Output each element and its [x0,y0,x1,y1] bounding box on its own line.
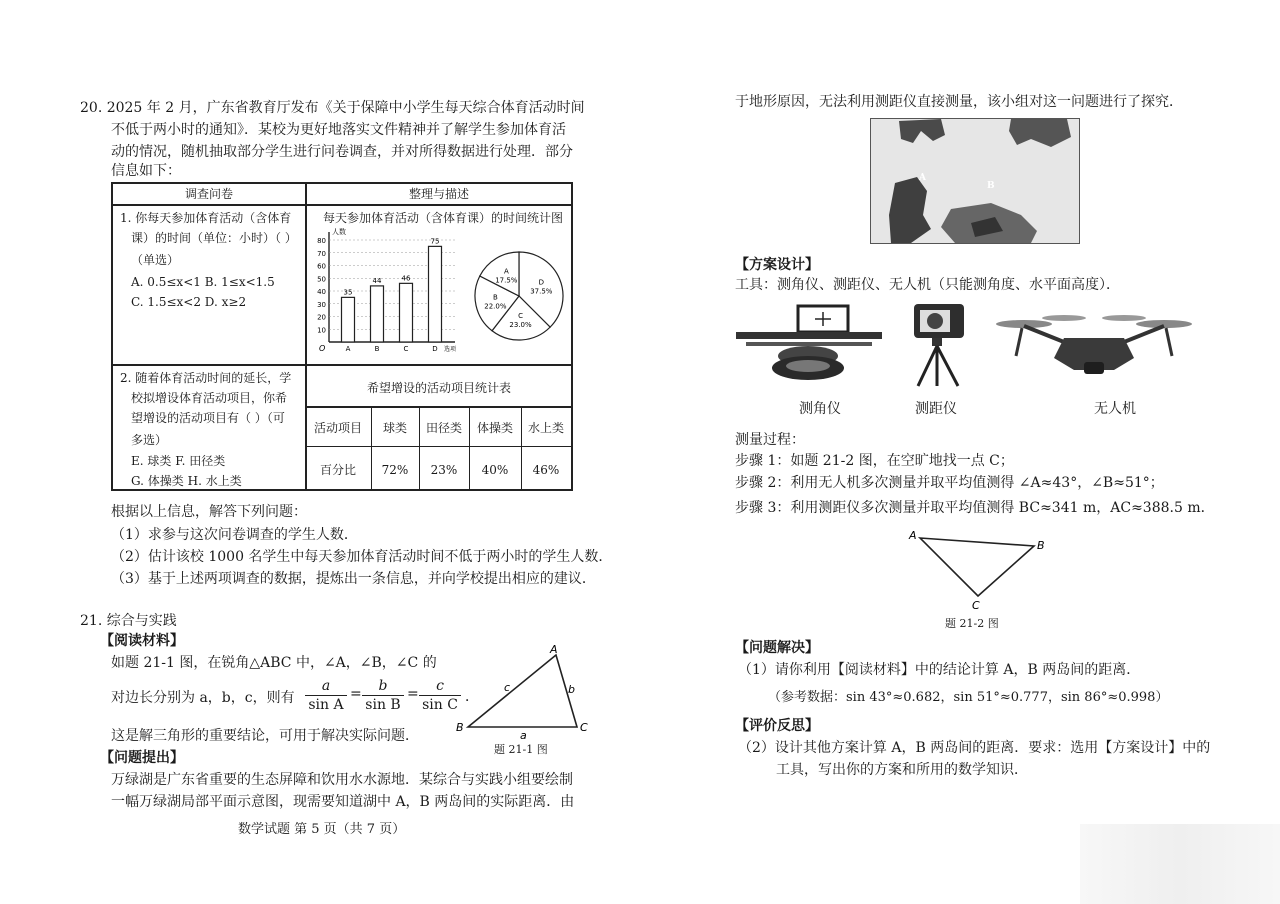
x-tick-label: A [345,345,351,353]
q21-reading-heading: 【阅读材料】 [100,633,184,649]
q2-line-6: G. 体操类 H. 水上类 [131,474,242,488]
q1-line-2: 课）的时间（单位：小时）（ ） [131,231,297,245]
tripod-leg [937,346,958,386]
fraction-a [305,678,347,714]
q21-problem-line-2: 一幅万绿湖局部平面示意图，现需要知道湖中 A，B 两岛间的实际距离．由 [111,794,575,810]
figure-21-2-caption: 题 21-2 图 [945,617,999,630]
table-mid-rule [113,364,571,366]
instrument-arm [736,332,882,339]
page-footer: 数学试题 第 5 页（共 7 页） [238,822,406,837]
instrument-arm-detail [746,342,872,346]
vertex-a-label: A [550,645,558,656]
tripod-leg [918,346,937,386]
tool-label-rangefinder: 测距仪 [915,401,957,417]
table2-header-cell: 体操类 [476,421,513,435]
numerator: a [305,678,347,696]
step-1: 步骤 1：如题 21-2 图，在空旷地找一点 C； [735,453,1014,469]
bar [371,286,384,342]
drone-camera [1084,362,1104,374]
table2-rule-top [305,406,571,408]
reflection-heading: 【评价反思】 [735,718,819,734]
photo-mark-a: A [919,173,926,183]
y-tick-label: 40 [317,288,326,296]
drone-icon [994,312,1194,382]
side-b-label: b [568,683,575,696]
step-3: 步骤 3：利用测距仪多次测量并取平均值测得 BC≈341 m，AC≈388.5 m． [735,500,1215,516]
table-header-description: 整理与描述 [408,187,469,201]
y-tick-label: 50 [317,275,326,284]
numerator: b [362,678,404,696]
y-tick-label: 70 [317,249,326,258]
y-tick-label: 10 [317,326,326,335]
vertex-c-label: C [580,721,588,734]
rangefinder-instrument-icon [908,302,968,388]
solve-part-1: （1）请你利用【阅读材料】中的结论计算 A，B 两岛间的距离． [738,662,1141,678]
drone-leg [1016,328,1022,356]
vertex-a-label: A [909,529,917,542]
vertex-b-label: B [456,721,464,734]
table-header-survey: 调查问卷 [184,187,233,201]
table2-value-cell: 23% [430,463,458,477]
q1-line-5: C. 1.5≤x<2 D. x≥2 [131,295,247,309]
bar [429,246,442,342]
q20-line-4: 信息如下： [111,163,181,179]
q2-line-4: 多选） [131,433,168,447]
pie-percent-label: 37.5% [530,287,553,296]
table2-header-cell: 球类 [382,421,407,435]
x-tick-label: B [374,345,380,353]
right-top-line: 于地形原因，无法利用测距仪直接测量，该小组对这一问题进行了探究． [735,94,1183,110]
table2-title: 希望增设的活动项目统计表 [366,381,511,395]
y-tick-label: 80 [317,237,326,245]
q20-part-1: （1）求参与这次问卷调查的学生人数． [111,527,358,543]
figure-21-1-caption: 题 21-1 图 [494,743,548,756]
y-tick-label: 30 [317,300,326,309]
lake-island-shapes [871,119,1079,243]
design-heading: 【方案设计】 [735,257,819,273]
table2-header-cell: 水上类 [527,421,564,435]
q1-line-1: 1. 你每天参加体育活动（含体育 [120,211,292,225]
denominator: sin B [365,697,401,713]
equals-sign: = [350,686,362,702]
figure-21-1-triangle [450,645,600,753]
pie-percent-label: 23.0% [509,321,532,330]
table2-header-cell: 田径类 [425,421,462,435]
pie-slice-label: A [503,267,509,276]
x-tick-label: C [403,345,409,353]
photo-mark-b: B [987,181,995,191]
bar [400,283,413,342]
table2-value-cell: 72% [381,463,409,477]
q2-line-3: 望增设的活动项目有（ ）（可 [131,411,285,425]
q1-line-4: A. 0.5≤x<1 B. 1≤x<1.5 [131,275,275,289]
table2-value-cell: 百分比 [319,463,356,477]
rangefinder-mount [932,338,942,346]
q21-title: 21. 综合与实践 [80,613,177,629]
q20-line-2: 不低于两小时的通知》．某校为更好地落实文件精神并了解学生参加体育活 [111,122,566,138]
protractor-instrument-icon [736,304,886,384]
side-c-label: c [504,681,511,694]
pie-percent-label: 17.5% [495,276,518,285]
q20-part-3: （3）基于上述两项调查的数据，提炼出一条信息，并向学校提出相应的建议． [111,571,596,587]
pie-slice-label: D [538,278,545,287]
x-tick-label: D [432,345,438,353]
triangle-abc [468,655,577,727]
solve-part-2-line-1: （2）设计其他方案计算 A，B 两岛间的距离．要求：选用【方案设计】中的 [738,740,1211,756]
q2-line-5: E. 球类 F. 田径类 [131,454,226,468]
q21-problem-line-1: 万绿湖是广东省重要的生态屏障和饮用水水源地．某综合与实践小组要绘制 [111,772,573,788]
bar-chart-title: 每天参加体育活动（含体育课）的时间统计图 [323,211,564,225]
bar-value-label: 35 [343,288,353,297]
y-tick-label: 60 [317,262,326,271]
survey-table [111,182,573,491]
period: ． [465,689,479,705]
q20-part-2: （2）估计该校 1000 名学生中每天参加体育活动时间不低于两小时的学生人数． [111,549,613,565]
triangle-abc [920,538,1034,596]
table2-header-cell: 活动项目 [313,421,362,435]
lake-photo [870,118,1080,244]
solve-part-2-line-2: 工具，写出你的方案和所用的数学知识． [776,762,1028,778]
q20-line-3: 动的情况，随机抽取部分学生进行问卷调查，并对所得数据进行处理．部分 [111,144,573,160]
blurred-watermark [1080,824,1280,904]
q21-line-1: 如题 21-1 图，在锐角△ABC 中，∠A，∠B，∠C 的 [111,655,437,671]
drone-propeller [1102,315,1146,321]
q2-line-2: 校拟增设体育活动项目，你希 [131,391,288,405]
x-axis-label: 选项 [444,346,457,353]
equals-sign: = [407,686,419,702]
bar [342,297,355,342]
q20-instructions: 根据以上信息，解答下列问题： [111,504,307,520]
solve-heading: 【问题解决】 [735,640,819,656]
q21-problem-heading: 【问题提出】 [100,750,184,766]
tool-label-drone: 无人机 [1094,401,1136,417]
origin-label: O [319,344,326,353]
q21-line-3: 这是解三角形的重要结论，可用于解决实际问题． [111,728,419,744]
y-tick-label: 20 [317,313,326,322]
table2-value-cell: 40% [481,463,509,477]
instrument-base-ring [786,360,830,372]
q2-line-1: 2. 随着体育活动时间的延长，学 [120,371,292,385]
table-header-rule [113,204,571,206]
q21-line-2: 对边长分别为 a，b，c，则有 [111,690,295,706]
y-axis-label: 人数 [332,228,346,236]
process-heading: 测量过程： [735,432,805,448]
pie-slice-label: C [518,312,523,321]
drone-propeller [1042,315,1086,321]
tools-line: 工具：测角仪、测距仪、无人机（只能测角度、水平面高度）． [735,277,1120,293]
vertex-c-label: C [972,599,980,612]
rangefinder-lens [927,313,943,329]
side-a-label: a [520,729,527,742]
tool-label-protractor: 测角仪 [799,401,841,417]
pie-slice-label: B [492,293,498,302]
denominator: sin C [422,697,458,713]
drone-leg [1166,328,1172,356]
denominator: sin A [308,697,344,713]
charts-area [307,224,571,364]
vertex-b-label: B [1037,539,1045,552]
q20-line-1: 20. 2025 年 2 月，广东省教育厅发布《关于保障中小学生每天综合体育活动时间 [80,100,585,116]
fraction-b [362,678,404,714]
bar-value-label: 44 [372,276,382,285]
figure-21-2-triangle [900,528,1060,612]
table2-value-cell: 46% [532,463,560,477]
reference-data: （参考数据：sin 43°≈0.682，sin 51°≈0.777，sin 86°≈0.998） [768,690,1169,705]
table2-rule-mid [305,446,571,447]
step-2: 步骤 2：利用无人机多次测量并取平均值测得 ∠A≈43°，∠B≈51°； [735,475,1164,491]
pie-percent-label: 22.0% [484,302,507,311]
q1-line-3: （单选） [131,253,180,267]
bar-value-label: 75 [430,237,440,246]
numerator: c [419,678,461,696]
bar-value-label: 46 [401,274,411,283]
